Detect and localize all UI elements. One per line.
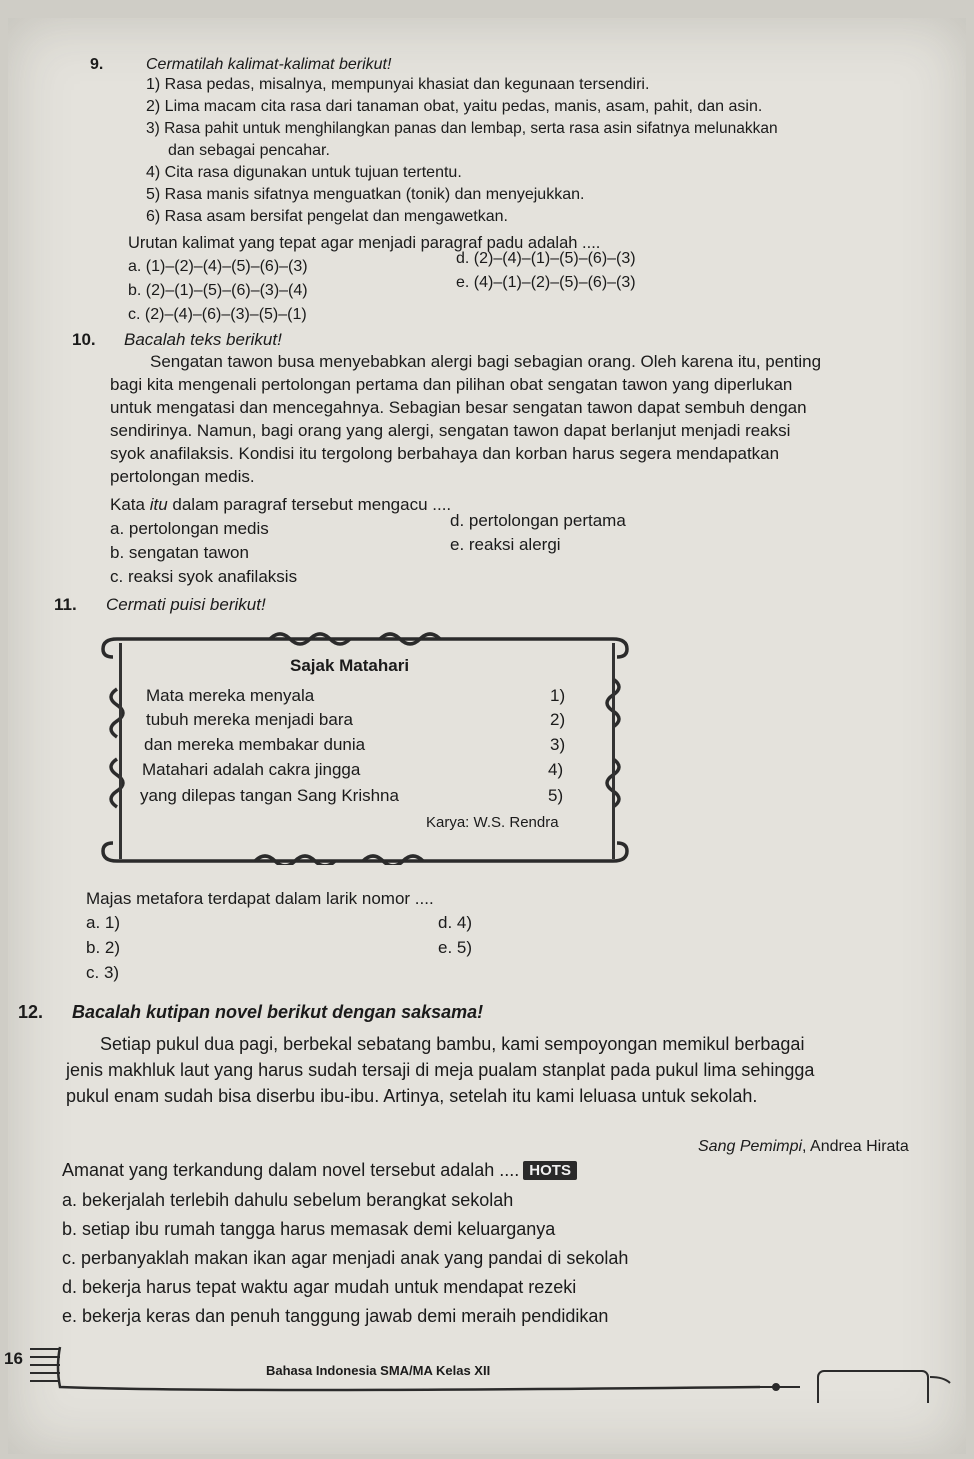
sentence-2: 2) Lima macam cita rasa dari tanaman obat, yaitu pedas, manis, asam, pahit, dan asin. — [146, 98, 763, 115]
paragraph-line-2: bagi kita mengenali pertolongan pertama dan pilihan obat sengatan tawon yang diperlukan — [110, 375, 793, 394]
option-d[interactable]: d. pertolongan pertama — [450, 511, 626, 530]
poem-line-number-4: 4) — [548, 760, 564, 779]
option-b[interactable]: b. setiap ibu rumah tangga harus memasak demi keluarganya — [62, 1219, 556, 1239]
option-a[interactable]: a. pertolongan medis — [110, 519, 269, 538]
sentence-6: 6) Rasa asam bersifat pengelat dan mengawetkan. — [146, 208, 508, 225]
poem-line-5: yang dilepas tangan Sang Krishna — [140, 786, 399, 805]
hots-badge: HOTS — [523, 1161, 577, 1180]
option-c[interactable]: c. perbanyaklah makan ikan agar menjadi anak yang pandai di sekolah — [62, 1248, 629, 1268]
page-footer — [0, 1343, 974, 1403]
book-title: Bahasa Indonesia SMA/MA Kelas XII — [266, 1363, 491, 1378]
question-text: Urutan kalimat yang tepat agar menjadi paragraf padu adalah .... — [128, 234, 601, 252]
paragraph-line-5: syok anafilaksis. Kondisi itu tergolong berbahaya dan korban harus segera mendapatkan — [110, 444, 780, 463]
question-number: 9. — [90, 56, 104, 73]
paragraph-line-1: Setiap pukul dua pagi, berbekal sebatang bambu, kami sempoyongan memikul berbagai — [100, 1034, 805, 1054]
paragraph-line-6: pertolongan medis. — [110, 467, 255, 486]
paragraph-line-1: Sengatan tawon busa menyebabkan alergi bagi sebagian orang. Oleh karena itu, penting — [150, 352, 822, 371]
question-instruction: Bacalah teks berikut! — [124, 330, 282, 349]
novel-source: Sang Pemimpi, Andrea Hirata — [698, 1138, 909, 1155]
option-d[interactable]: d. 4) — [438, 913, 473, 932]
poem-line-1: Mata mereka menyala — [146, 686, 315, 705]
question-text: Majas metafora terdapat dalam larik nomor .... — [86, 889, 434, 908]
option-e[interactable]: e. reaksi alergi — [450, 535, 561, 554]
sentence-3-cont: dan sebagai pencahar. — [168, 142, 330, 159]
poem-line-number-1: 1) — [550, 686, 566, 705]
poem-title: Sajak Matahari — [290, 656, 410, 675]
question-text: Amanat yang terkandung dalam novel tersebut adalah .... HOTS — [62, 1160, 577, 1181]
poem-author: Karya: W.S. Rendra — [426, 814, 559, 831]
option-c[interactable]: c. (2)–(4)–(6)–(3)–(5)–(1) — [128, 306, 307, 323]
question-instruction: Cermati puisi berikut! — [106, 595, 266, 614]
option-b[interactable]: b. 2) — [86, 938, 121, 957]
poem-line-3: dan mereka membakar dunia — [144, 735, 366, 754]
poem-line-2: tubuh mereka menjadi bara — [146, 710, 353, 729]
paragraph-line-4: sendirinya. Namun, bagi orang yang alergi, sengatan tawon dapat berlanjut menjadi reaksi — [110, 421, 791, 440]
sentence-1: 1) Rasa pedas, misalnya, mempunyai khasiat dan kegunaan tersendiri. — [146, 76, 650, 93]
question-number: 10. — [72, 330, 96, 349]
question-instruction: Bacalah kutipan novel berikut dengan saksama! — [72, 1002, 484, 1022]
paragraph-line-3: untuk mengatasi dan mencegahnya. Sebagian besar sengatan tawon dapat sembuh dengan — [110, 398, 807, 417]
poem-line-number-3: 3) — [550, 735, 566, 754]
option-a[interactable]: a. 1) — [86, 913, 121, 932]
option-c[interactable]: c. reaksi syok anafilaksis — [110, 567, 298, 586]
poem-line-number-5: 5) — [548, 786, 564, 805]
poem-line-number-2: 2) — [550, 710, 566, 729]
option-a[interactable]: a. bekerjalah terlebih dahulu sebelum berangkat sekolah — [62, 1190, 514, 1210]
option-b[interactable]: b. sengatan tawon — [110, 543, 249, 562]
option-d[interactable]: d. bekerja harus tepat waktu agar mudah untuk mendapat rezeki — [62, 1277, 577, 1297]
poem-line-4: Matahari adalah cakra jingga — [142, 760, 361, 779]
sentence-3: 3) Rasa pahit untuk menghilangkan panas dan lembap, serta rasa asin sifatnya melunakkan — [146, 120, 778, 137]
option-e[interactable]: e. 5) — [438, 938, 473, 957]
option-e[interactable]: e. (4)–(1)–(2)–(5)–(6)–(3) — [456, 274, 636, 291]
page-number: 16 — [4, 1349, 23, 1368]
option-d[interactable]: d. (2)–(4)–(1)–(5)–(6)–(3) — [456, 250, 636, 267]
question-instruction: Cermatilah kalimat-kalimat berikut! — [146, 56, 392, 73]
option-b[interactable]: b. (2)–(1)–(5)–(6)–(3)–(4) — [128, 282, 308, 299]
paragraph-line-3: pukul enam sudah bisa diserbu ibu-ibu. Artinya, setelah itu kami leluasa untuk sekolah. — [66, 1086, 758, 1106]
question-number: 12. — [18, 1002, 44, 1022]
sentence-5: 5) Rasa manis sifatnya menguatkan (tonik) dan menyejukkan. — [146, 186, 585, 203]
question-text: Kata itu dalam paragraf tersebut mengacu .... — [110, 495, 452, 514]
sentence-4: 4) Cita rasa digunakan untuk tujuan tertentu. — [146, 164, 462, 181]
question-number: 11. — [54, 595, 77, 614]
paragraph-line-2: jenis makhluk laut yang harus sudah tersaji di meja pualam stanplat pada pukul lima sehingga — [66, 1060, 815, 1080]
option-c[interactable]: c. 3) — [86, 963, 120, 982]
option-e[interactable]: e. bekerja keras dan penuh tanggung jawab demi meraih pendidikan — [62, 1306, 609, 1326]
option-a[interactable]: a. (1)–(2)–(4)–(5)–(6)–(3) — [128, 258, 308, 275]
